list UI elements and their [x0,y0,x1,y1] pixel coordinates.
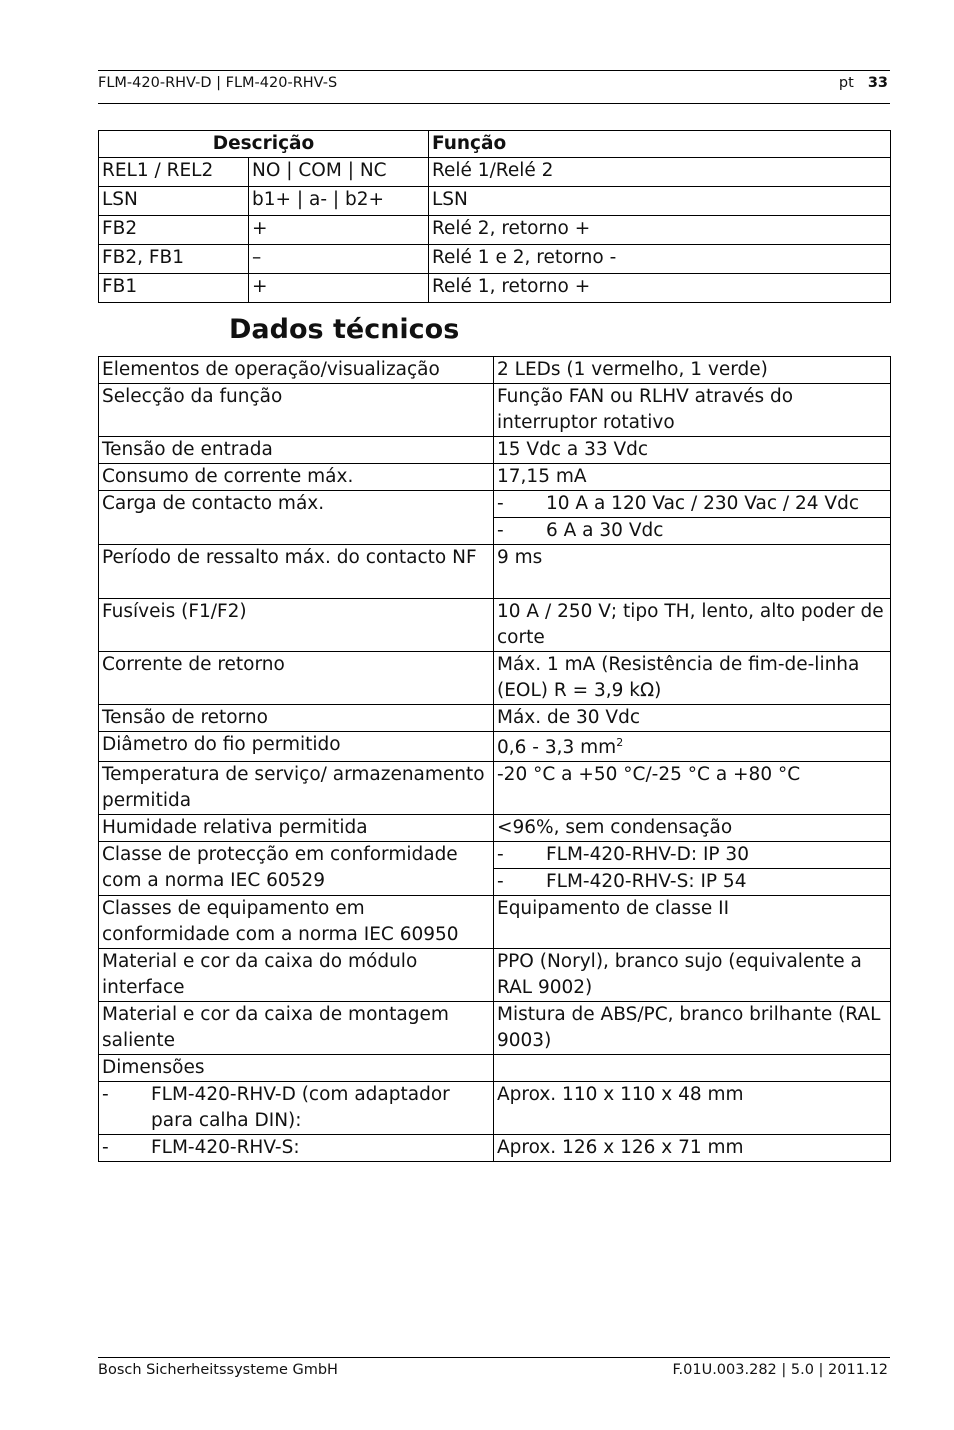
list-text: FLM-420-RHV-D: IP 30 [546,844,749,865]
page-number: 33 [867,75,888,91]
spec-value: <96%, sem condensação [494,815,891,842]
cell: FB2, FB1 [99,245,249,274]
spec-value: Função FAN ou RLHV através do interruptor rotativo [494,384,891,437]
table-row [99,1135,891,1162]
table-row [99,384,891,437]
cell: + [249,216,429,245]
spec-value: 15 Vdc a 33 Vdc [494,437,891,464]
page-info [839,75,888,91]
spec-label: Material e cor da caixa de montagem saliente [99,1002,494,1055]
list-text: FLM-420-RHV-S: IP 54 [546,871,747,892]
spec-value: Máx. 1 mA (Resistência de fim-de-linha (EOL) R = 3,9 kΩ) [494,652,891,705]
spec-value: Aprox. 126 x 126 x 71 mm [494,1135,891,1162]
cell: FB1 [99,274,249,303]
cell: Relé 1, retorno + [429,274,891,303]
spec-label: Humidade relativa permitida [99,815,494,842]
spec-value: Equipamento de classe II [494,896,891,949]
list-item [102,1135,490,1161]
table-row [99,1055,891,1082]
table-row [99,491,891,545]
spec-value: PPO (Noryl), branco sujo (equivalente a RAL 9002) [494,949,891,1002]
spec-label [99,1082,494,1135]
spec-label: Tensão de entrada [99,437,494,464]
spec-value: Aprox. 110 x 110 x 48 mm [494,1082,891,1135]
list-item [494,517,890,544]
bullet-dash: - [497,520,504,541]
spec-label: Corrente de retorno [99,652,494,705]
table-row [99,1082,891,1135]
spec-label: Elementos de operação/visualização [99,357,494,384]
spec-label: Fusíveis (F1/F2) [99,599,494,652]
page-header [98,70,890,104]
table-row [99,357,891,384]
cell: – [249,245,429,274]
table-row [99,599,891,652]
terminal-table [98,130,891,303]
spec-label: Diâmetro do fio permitido [99,732,494,762]
company-name: Bosch Sicherheitssysteme GmbH [98,1362,338,1378]
spec-label: Consumo de corrente máx. [99,464,494,491]
spec-value [494,732,891,762]
table-row [99,896,891,949]
list-text: 10 A a 120 Vac / 230 Vac / 24 Vdc [546,493,859,514]
list-item [102,1082,490,1134]
col-header-descricao: Descrição [99,131,429,158]
doc-reference: F.01U.003.282 | 5.0 | 2011.12 [672,1362,888,1378]
list-item [494,868,890,895]
spec-value: Mistura de ABS/PC, branco brilhante (RAL 9003) [494,1002,891,1055]
spec-value: Máx. de 30 Vdc [494,705,891,732]
cell: REL1 / REL2 [99,158,249,187]
spec-value: 2 LEDs (1 vermelho, 1 verde) [494,357,891,384]
table-row [99,437,891,464]
list-text: FLM-420-RHV-D (com adaptador para calha DIN): [151,1084,450,1131]
spec-label: Tensão de retorno [99,705,494,732]
superscript: 2 [616,735,624,749]
spec-label [99,1135,494,1162]
table-row [99,216,891,245]
list-text: FLM-420-RHV-S: [151,1137,300,1158]
wire-diameter: 0,6 - 3,3 mm [497,737,617,758]
table-row [99,762,891,815]
spec-value: -20 °C a +50 °C/-25 °C a +80 °C [494,762,891,815]
spec-value [494,1055,891,1082]
table-row [99,1002,891,1055]
spec-value: 10 A / 250 V; tipo TH, lento, alto poder de corte [494,599,891,652]
table-row [99,842,891,896]
table-row [99,245,891,274]
bullet-dash: - [497,493,504,514]
bullet-dash: - [497,871,504,892]
cell: NO | COM | NC [249,158,429,187]
cell: + [249,274,429,303]
table-header-row [99,131,891,158]
section-title: Dados técnicos [229,314,460,345]
cell: b1+ | a- | b2+ [249,187,429,216]
list-item [497,842,887,868]
cell: Relé 1 e 2, retorno - [429,245,891,274]
list-text: 6 A a 30 Vdc [546,520,664,541]
spec-label: Período de ressalto máx. do contacto NF [99,545,494,599]
language-code: pt [838,75,854,91]
spec-value [494,491,891,545]
table-row [99,732,891,762]
table-row [99,274,891,303]
spec-label: Classes de equipamento em conformidade com a norma IEC 60950 [99,896,494,949]
page-footer [98,1357,890,1378]
spec-label: Carga de contacto máx. [99,491,494,545]
cell: Relé 2, retorno + [429,216,891,245]
spec-value: 9 ms [494,545,891,599]
cell: LSN [429,187,891,216]
specs-table [98,356,891,1162]
spec-label: Dimensões [99,1055,494,1082]
bullet-dash: - [497,844,504,865]
spec-value: 17,15 mA [494,464,891,491]
cell: Relé 1/Relé 2 [429,158,891,187]
table-row [99,815,891,842]
table-row [99,949,891,1002]
spec-value [494,842,891,896]
spec-label: Material e cor da caixa do módulo interface [99,949,494,1002]
cell: FB2 [99,216,249,245]
bullet-dash: - [102,1137,109,1158]
table-row [99,464,891,491]
table-row [99,158,891,187]
doc-title: FLM-420-RHV-D | FLM-420-RHV-S [98,75,338,91]
col-header-funcao: Função [429,131,891,158]
table-row [99,545,891,599]
spec-label: Classe de protecção em conformidade com a norma IEC 60529 [99,842,494,896]
list-item [497,491,887,517]
cell: LSN [99,187,249,216]
spec-label: Selecção da função [99,384,494,437]
spec-label: Temperatura de serviço/ armazenamento permitida [99,762,494,815]
table-row [99,705,891,732]
table-row [99,652,891,705]
bullet-dash: - [102,1084,109,1105]
table-row [99,187,891,216]
